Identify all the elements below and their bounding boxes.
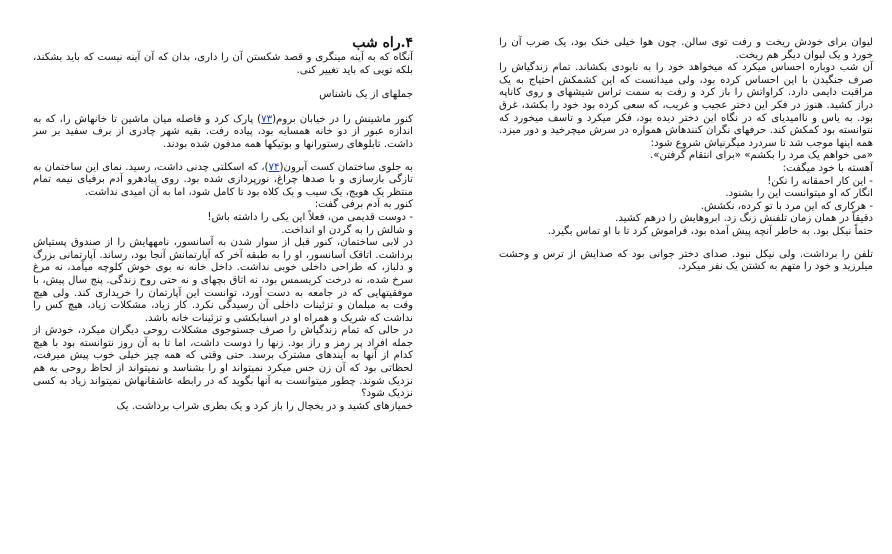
paragraph: تلفن را برداشت. ولی نیکل نبود. صدای دختر جوانی بود که صدایش از ترس و وحشت میلرزید و خود را متهم به کشتن یک نفر میکرد. <box>499 248 873 273</box>
right-page <box>446 0 892 554</box>
epigraph: آنگاه که به آینه مینگری و قصد شکستن آن را داری، بدان که آن آینه نیست که باید بشکند، بلکه تویی که باید تغییر کنی. <box>33 52 413 76</box>
right-page-text <box>499 37 873 274</box>
paragraph: انگار که او میتوانست این را بشنود. <box>725 188 873 200</box>
left-page-text <box>33 34 413 413</box>
paragraph: در حالی که تمام زندگیاش را صرف جستوجوی مشکلات روحی دیگران میکرد، خودش از جمله افراد پر رمز و راز بود. زنها را دوست داشت، اما تا به آن روز نتوانسته بود با هیچ کدام از آنها به آیندهای مشترک برسد. حتی وقتی که همه چیز خیلی خوب پیش میرفت، لحظاتی بود که آن زن حس میکرد نمیتواند او را بشناسد و نمیتواند از لحاظ روحی به هم نزدیک شوند. چطور میتوانست به آنها بگوید که در رابطه عاشقانهاش نمیتواند زیاد به کسی نزدیک شود؟ <box>33 325 413 400</box>
paragraph: به جلوی ساختمان کست آبرون(۷۴)، که اسکلتی چدنی داشت، رسید. نمای این ساختمان به تازگی بازسازی و با صدها چراغ، نورپردازی شده بود. روی پیادهرو آدم برفیای نیمه تمام منتظر یک هویج، یک سیب و یک کلاه بود تا کامل شود، اما به آن امیدی نداشت. <box>33 161 413 198</box>
paragraph: کنور به آدم برفی گفت: <box>314 199 413 211</box>
paragraph: آهسته با خود میگفت: <box>782 162 873 174</box>
dialogue-line: - دوست قدیمی من، فعلاً این یکی را داشته باش! <box>207 211 413 223</box>
dialogue-line: - هرکاری که این مرد با تو کرده، نکشش. <box>700 200 873 212</box>
dialogue-line: - این کار احمقانه را نکن! <box>767 175 873 187</box>
epigraph-attribution: جملهای از یک ناشناس <box>319 89 413 101</box>
footnote-link[interactable]: ۷۴ <box>268 161 280 173</box>
quote-line: «می خواهم یک مرد را بکشم» «برای انتقام گرفتن». <box>650 150 873 162</box>
paragraph: لیوان برای خودش ریخت و رفت توی سالن. چون هوا خیلی خنک بود، یک ضرب آن را خورد و یک لیوان دیگر هم ریخت. <box>499 37 873 61</box>
paragraph: حتماً نیکل بود. به خاطر آنچه پیش آمده بود، فراموش کرد تا با او تماس بگیرد. <box>547 225 873 237</box>
paragraph: خمیازهای کشید و در یخچال را باز کرد و یک بطری شراب برداشت. یک <box>116 400 413 412</box>
footnote-link[interactable]: ۷۳ <box>261 113 273 125</box>
paragraph: کنور ماشینش را در خیابان بروم(۷۳) پارک کرد و فاصله میان ماشین تا خانهاش را، که به اندازه عبور از دو خانه همسایه بود، پیاده رفت. بقیه شهر چادری از برف سفید بر سر داشت. تابلوهای رستورانها و بوتیکها همه مدفون شده بودند. <box>33 113 414 150</box>
paragraph: و شالش را به گردن او انداخت. <box>281 224 413 236</box>
paragraph: آن شب دوباره احساس میکرد که میخواهد خود را به نابودی بکشاند. تمام زندگیاش را صرف جنگیدن با این احساس کرده بود، ولی میدانست که این کشمکش احتیاج به یک مراقبت دایمی دارد. کراواتش را باز کرد و رفت به سمت تراس شیشهای و روی کاناپه دراز کشید. هنوز در فکر این دختر عجیب و غریب، که سعی کرده بود خود را بکشد، غرق بود. به یاس و ناامیدیای که در نگاه این دختر دیده بود، فکر میکرد و تاسف میخورد که نتوانسته بود کمکش کند. حرفهای نگران کنندهاش همواره در سرش میچرخید و دور میزد. همه اینها موجب شد تا سردرد میگرنیاش شروع شود: <box>499 62 873 149</box>
chapter-title: ۴.راه شب <box>352 35 413 51</box>
paragraph: دقیقاً در همان زمان تلفنش زنگ زد. ابروهایش را درهم کشید. <box>615 213 873 225</box>
paragraph: در لابی ساختمان، کنور قبل از سوار شدن به آسانسور، نامههایش را از صندوق پستیاش برداشت. اتاقک آسانسور، او را به طبقه آخر که آپارتمانش آنجا بود، رساند. آپارتمانی بزرگ و دلباز، که طراحی داخلی خوبی نداشت. داخل خانه نه بوی خوش کلوچه میآمد، نه مرغ سرخ شده، نه درخت کریسمس بود، نه اتاق بچهای و نه حتی روح زندگی. پنج سال پیش، با موفقیتهایی که در جامعه به دست آورد، توانست این آپارتمان را خریداری کند. ولی هیچ وقت به مبلمان و تزئینات داخلی آن رسیدگی نکرد. کار زیاد، مشکلات زیاد، هیچ کس را نداشت که شریک و همراه او در اسبابکشی و تزئینات خانه باشد. <box>33 237 413 324</box>
